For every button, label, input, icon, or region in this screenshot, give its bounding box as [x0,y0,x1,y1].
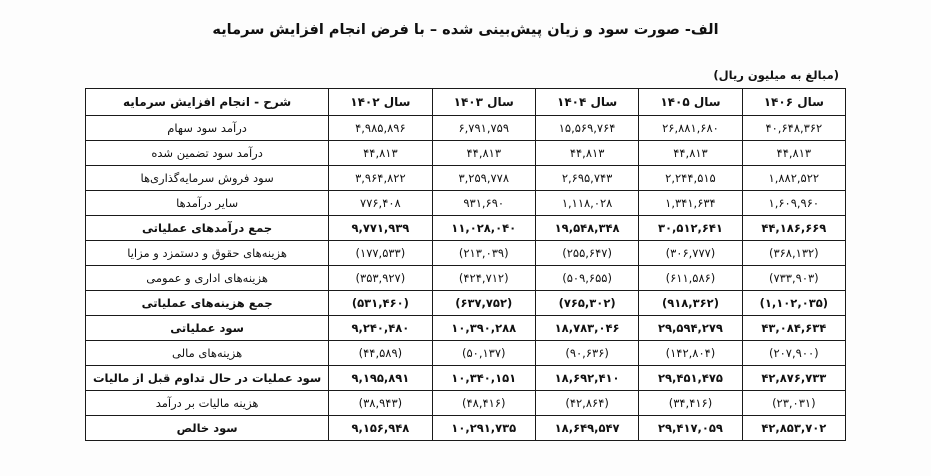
table-cell-value: ۴۴,۱۸۶,۶۶۹ [742,216,845,241]
table-cell-value: ۴۴,۸۱۳ [639,141,742,166]
table-cell-value: ۳,۹۶۴,۸۲۲ [329,166,432,191]
table-cell-value: ۲۹,۴۵۱,۴۷۵ [639,366,742,391]
table-cell-value: ۴۴,۸۱۳ [535,141,638,166]
table-cell-value: (۳۰۶,۷۷۷) [639,241,742,266]
column-header-year-1403: سال ۱۴۰۳ [432,89,535,116]
page-title: الف- صورت سود و زیان پیش‌بینی شده – با فرض انجام افزایش سرمایه [212,22,719,38]
table-cell-label: سود فروش سرمایه‌گذاری‌ها [86,166,329,191]
column-header-year-1406: سال ۱۴۰۶ [742,89,845,116]
table-cell-value: ۴۴,۸۱۳ [432,141,535,166]
table-cell-value: ۹۳۱,۶۹۰ [432,191,535,216]
table-cell-value: ۴۰,۶۴۸,۳۶۲ [742,116,845,141]
table-cell-value: (۳۸,۹۴۳) [329,391,432,416]
table-cell-value: ۲۹,۵۹۴,۲۷۹ [639,316,742,341]
table-cell-value: (۵۳۱,۴۶۰) [329,291,432,316]
table-cell-value: ۳۰,۵۱۲,۶۴۱ [639,216,742,241]
table-cell-value: ۱۸,۶۴۹,۵۴۷ [535,416,638,441]
table-cell-label: هزینه مالیات بر درآمد [86,391,329,416]
table-cell-value: ۹,۷۷۱,۹۳۹ [329,216,432,241]
table-cell-value: ۹,۲۴۰,۴۸۰ [329,316,432,341]
table-cell-value: (۱,۱۰۲,۰۳۵) [742,291,845,316]
table-cell-value: (۲۳,۰۳۱) [742,391,845,416]
table-cell-value: ۱۵,۵۶۹,۷۶۴ [535,116,638,141]
table-cell-value: (۲۱۳,۰۳۹) [432,241,535,266]
table-cell-value: (۳۴,۴۱۶) [639,391,742,416]
table-header [86,89,846,116]
table-row [86,191,846,216]
table-cell-label: سود عملیاتی [86,316,329,341]
table-row [86,241,846,266]
table-row [86,266,846,291]
table-cell-value: ۹,۱۵۶,۹۴۸ [329,416,432,441]
table-cell-value: (۲۰۷,۹۰۰) [742,341,845,366]
table-cell-value: (۴۴,۵۸۹) [329,341,432,366]
table-cell-label: سایر درآمدها [86,191,329,216]
table-cell-value: ۱۰,۲۹۱,۷۳۵ [432,416,535,441]
table-cell-value: (۵۰۹,۶۵۵) [535,266,638,291]
table-cell-value: ۲۶,۸۸۱,۶۸۰ [639,116,742,141]
table-body [86,116,846,441]
table-cell-label: سود خالص [86,416,329,441]
table-row [86,116,846,141]
financial-table-wrapper [85,88,846,441]
table-header-row [86,89,846,116]
table-cell-value: ۴,۹۸۵,۸۹۶ [329,116,432,141]
table-cell-value: (۵۰,۱۳۷) [432,341,535,366]
table-cell-value: (۶۱۱,۵۸۶) [639,266,742,291]
table-cell-value: (۹۰,۶۳۶) [535,341,638,366]
table-row [86,166,846,191]
table-cell-value: ۴۴,۸۱۳ [742,141,845,166]
table-cell-label: هزینه‌های اداری و عمومی [86,266,329,291]
table-cell-label: هزینه‌های مالی [86,341,329,366]
table-cell-value: ۲۹,۴۱۷,۰۵۹ [639,416,742,441]
table-cell-value: (۷۶۵,۳۰۲) [535,291,638,316]
table-row [86,366,846,391]
table-cell-value: ۱۹,۵۴۸,۳۴۸ [535,216,638,241]
table-row [86,141,846,166]
table-row [86,216,846,241]
table-cell-value: (۴۲,۸۶۴) [535,391,638,416]
table-cell-label: سود عملیات در حال تداوم قبل از مالیات [86,366,329,391]
table-cell-value: ۱۸,۶۹۲,۴۱۰ [535,366,638,391]
table-cell-value: ۶,۷۹۱,۷۵۹ [432,116,535,141]
table-cell-value: ۴۴,۸۱۳ [329,141,432,166]
table-cell-label: درآمد سود سهام [86,116,329,141]
table-cell-value: ۴۲,۸۷۶,۷۳۳ [742,366,845,391]
table-cell-value: ۲,۲۴۴,۵۱۵ [639,166,742,191]
table-cell-label: جمع هزینه‌های عملیاتی [86,291,329,316]
table-cell-value: (۶۳۷,۷۵۲) [432,291,535,316]
table-cell-value: ۱,۶۰۹,۹۶۰ [742,191,845,216]
column-header-year-1402: سال ۱۴۰۲ [329,89,432,116]
table-cell-value: (۲۵۵,۶۴۷) [535,241,638,266]
table-cell-label: جمع درآمدهای عملیاتی [86,216,329,241]
table-cell-value: ۴۳,۰۸۴,۶۳۴ [742,316,845,341]
table-cell-value: (۱۴۲,۸۰۴) [639,341,742,366]
table-row [86,291,846,316]
table-cell-value: (۴۲۴,۷۱۲) [432,266,535,291]
units-note: (مبالغ به میلیون ریال) [713,68,839,82]
table-row [86,316,846,341]
table-cell-value: (۳۶۸,۱۳۲) [742,241,845,266]
table-cell-value: (۱۷۷,۵۳۳) [329,241,432,266]
table-cell-value: ۱۰,۳۴۰,۱۵۱ [432,366,535,391]
column-header-year-1404: سال ۱۴۰۴ [535,89,638,116]
table-cell-value: (۹۱۸,۳۶۲) [639,291,742,316]
column-header-year-1405: سال ۱۴۰۵ [639,89,742,116]
table-cell-value: ۱۰,۳۹۰,۲۸۸ [432,316,535,341]
table-cell-value: ۳,۲۵۹,۷۷۸ [432,166,535,191]
table-cell-value: (۴۸,۴۱۶) [432,391,535,416]
table-cell-value: (۳۵۳,۹۲۷) [329,266,432,291]
table-cell-value: ۴۲,۸۵۳,۷۰۲ [742,416,845,441]
table-cell-label: هزینه‌های حقوق و دستمزد و مزایا [86,241,329,266]
table-cell-value: ۱,۸۸۲,۵۲۲ [742,166,845,191]
table-cell-value: ۷۷۶,۴۰۸ [329,191,432,216]
table-cell-value: ۱,۳۴۱,۶۳۴ [639,191,742,216]
column-header-description: شرح - انجام افزایش سرمایه [86,89,329,116]
table-cell-value: ۱,۱۱۸,۰۲۸ [535,191,638,216]
table-cell-value: ۱۸,۷۸۳,۰۴۶ [535,316,638,341]
table-cell-value: ۱۱,۰۲۸,۰۴۰ [432,216,535,241]
table-row [86,341,846,366]
table-cell-value: (۷۳۳,۹۰۳) [742,266,845,291]
table-cell-value: ۲,۶۹۵,۷۴۳ [535,166,638,191]
table-row [86,416,846,441]
table-row [86,391,846,416]
table-cell-value: ۹,۱۹۵,۸۹۱ [329,366,432,391]
table-cell-label: درآمد سود تضمین شده [86,141,329,166]
profit-loss-table [85,88,846,441]
